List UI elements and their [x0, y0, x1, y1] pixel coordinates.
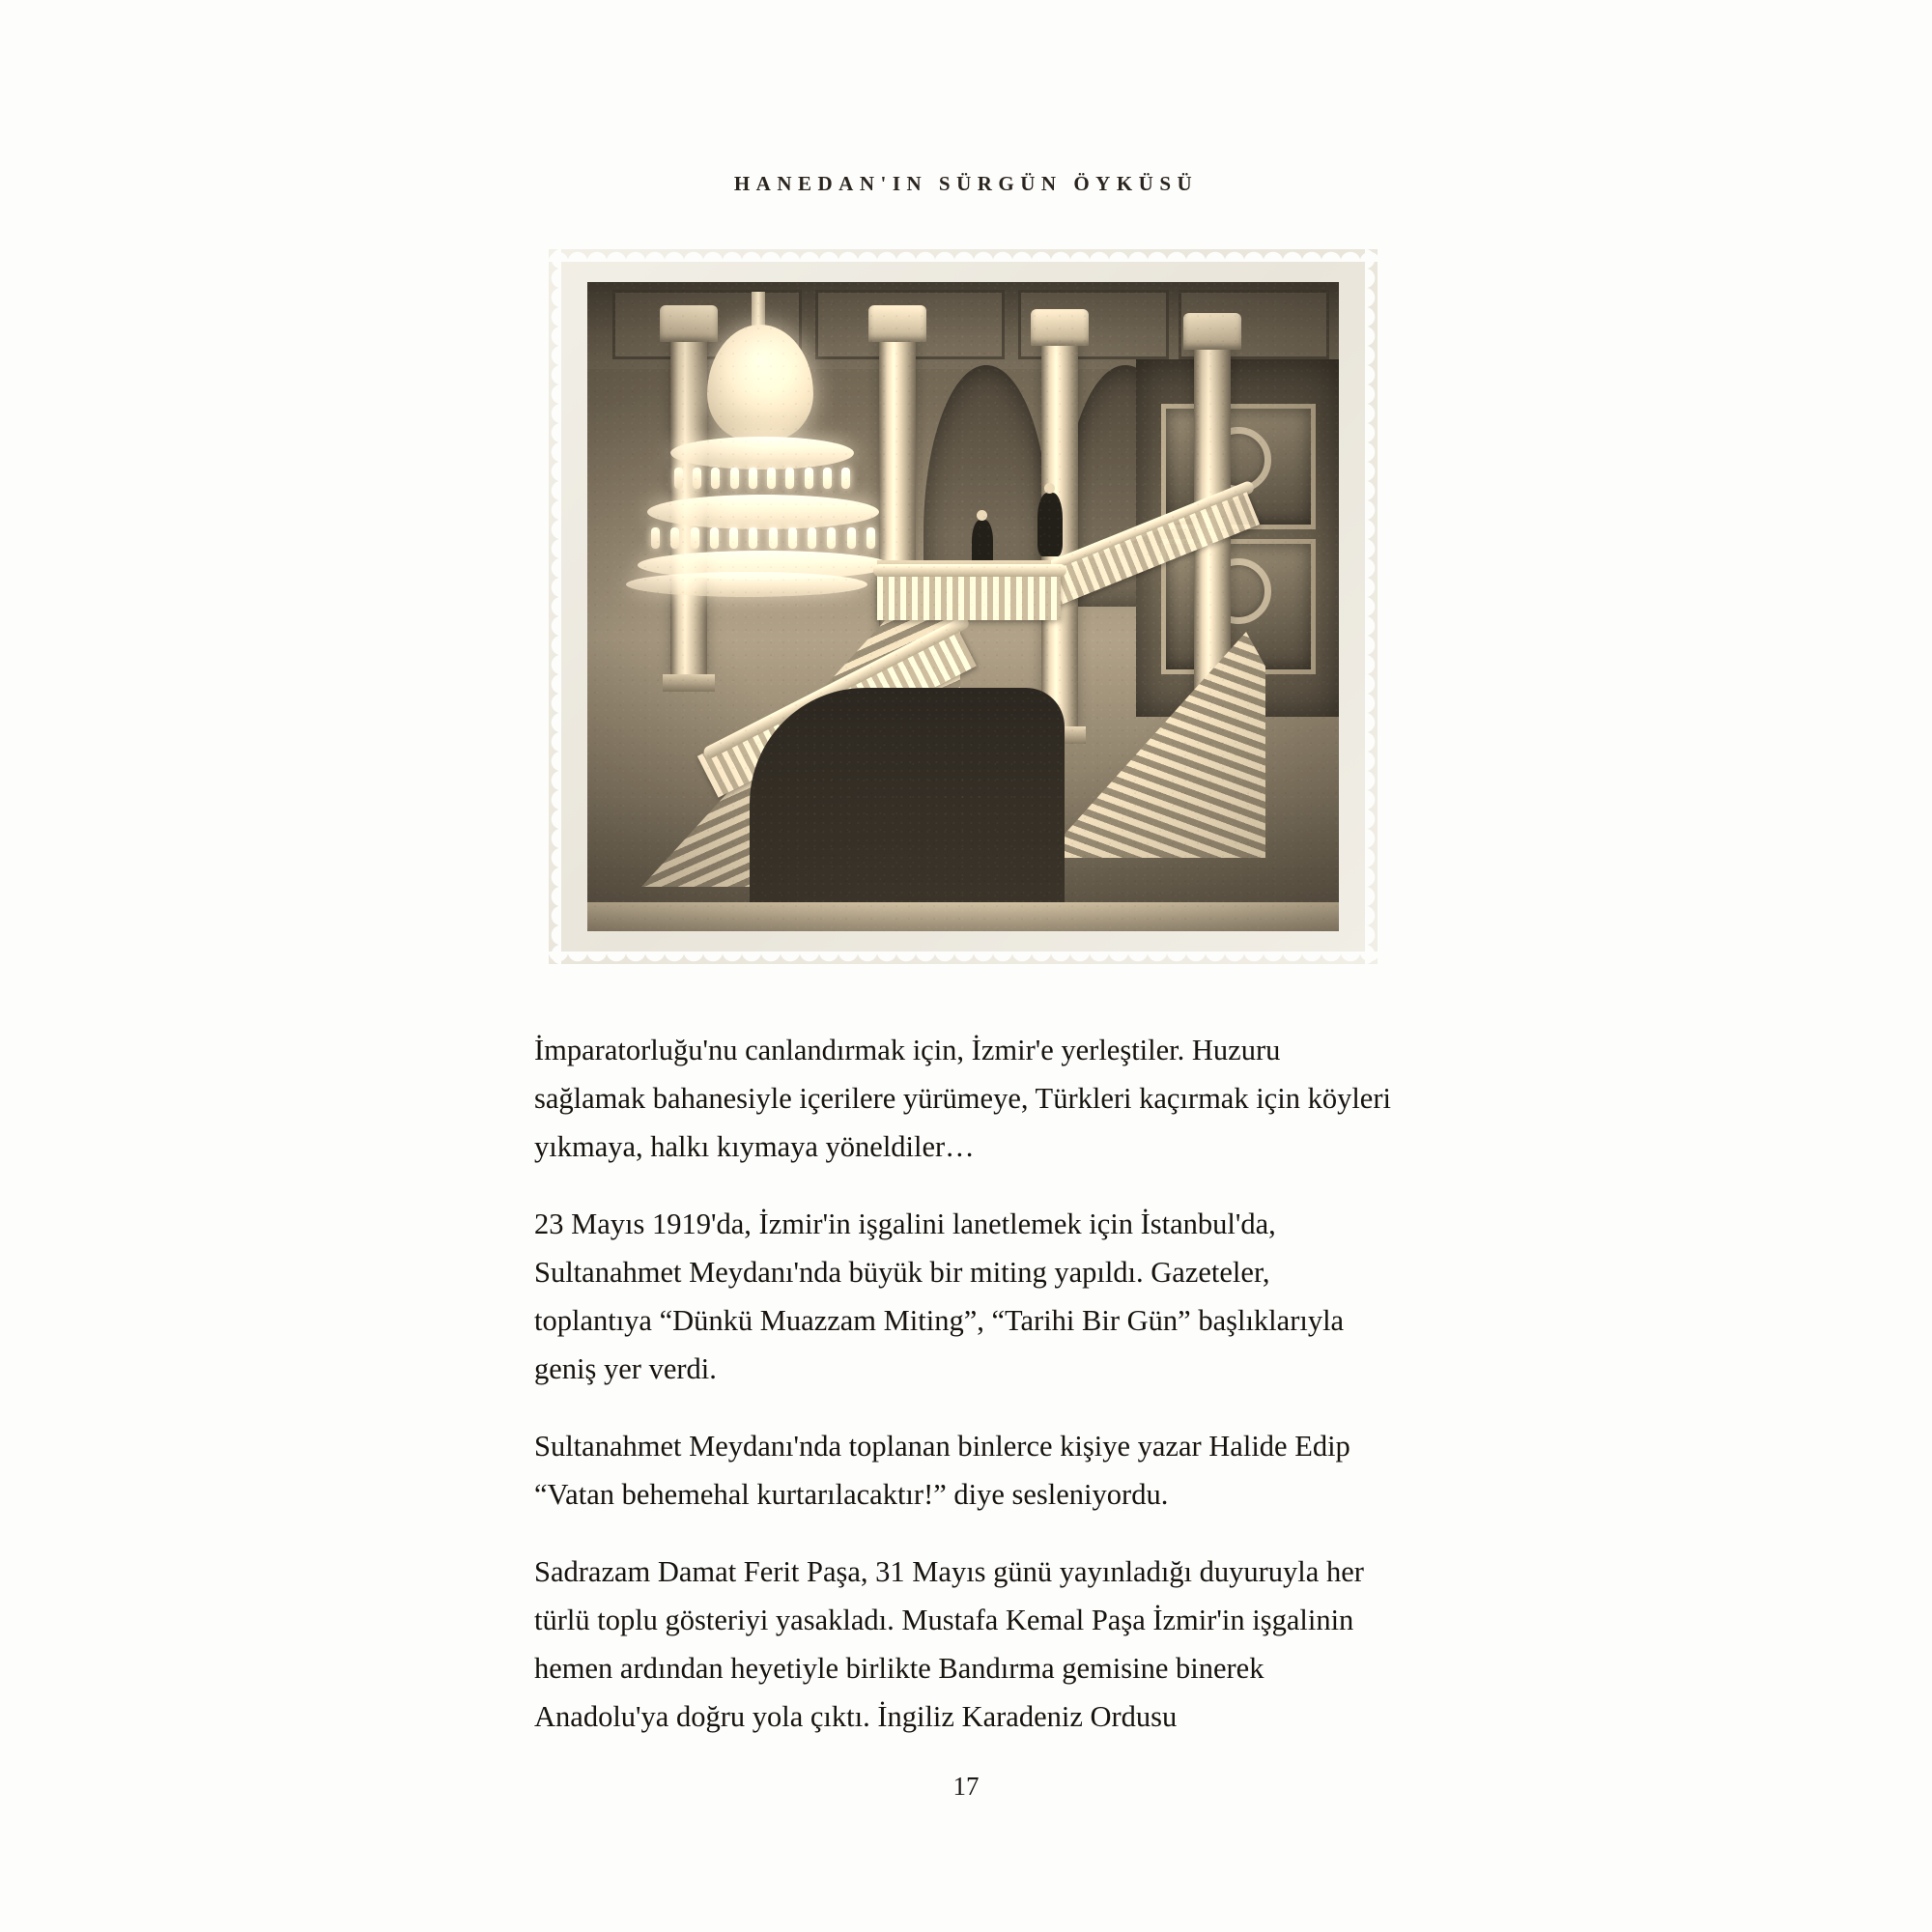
paragraph: Sultanahmet Meydanı'nda toplanan binlerce kişiye yazar Halide Edip “Vatan behemehal kurtarılacaktır!” diye sesleniyordu.: [534, 1430, 1350, 1511]
page-number: 17: [952, 1772, 980, 1801]
running-head: HANEDAN'IN SÜRGÜN ÖYKÜSÜ: [733, 172, 1199, 195]
figure-photograph: [549, 249, 1378, 964]
paragraph: 23 Mayıs 1919'da, İzmir'in işgalini lanetlemek için İstanbul'da, Sultanahmet Meydanı'nda büyük bir miting yapıldı. Gazeteler, toplantıya “Dünkü Muazzam Miting”, “Tarihi Bir Gün” başlıklarıyla geniş yer verdi.: [534, 1208, 1345, 1385]
photo-image: [587, 282, 1339, 931]
paragraph: İmparatorluğu'nu canlandırmak için, İzmir'e yerleştiler. Huzuru sağlamak bahanesiyle içerilere yürümeye, Türkleri kaçırmak için köyleri yıkmaya, halkı kıymaya yöneldiler…: [534, 1034, 1391, 1163]
paragraph: Sadrazam Damat Ferit Paşa, 31 Mayıs günü yayınladığı duyuruyla her türlü toplu gösteriyi yasakladı. Mustafa Kemal Paşa İzmir'in işgalinin hemen ardından heyetiyle birlikte Bandırma gemisine binerek Anadolu'ya doğru yola çıktı. İngiliz Karadeniz Ordusu: [534, 1555, 1364, 1733]
photo-vignette: [587, 282, 1339, 931]
body-text: [534, 1026, 1394, 1770]
